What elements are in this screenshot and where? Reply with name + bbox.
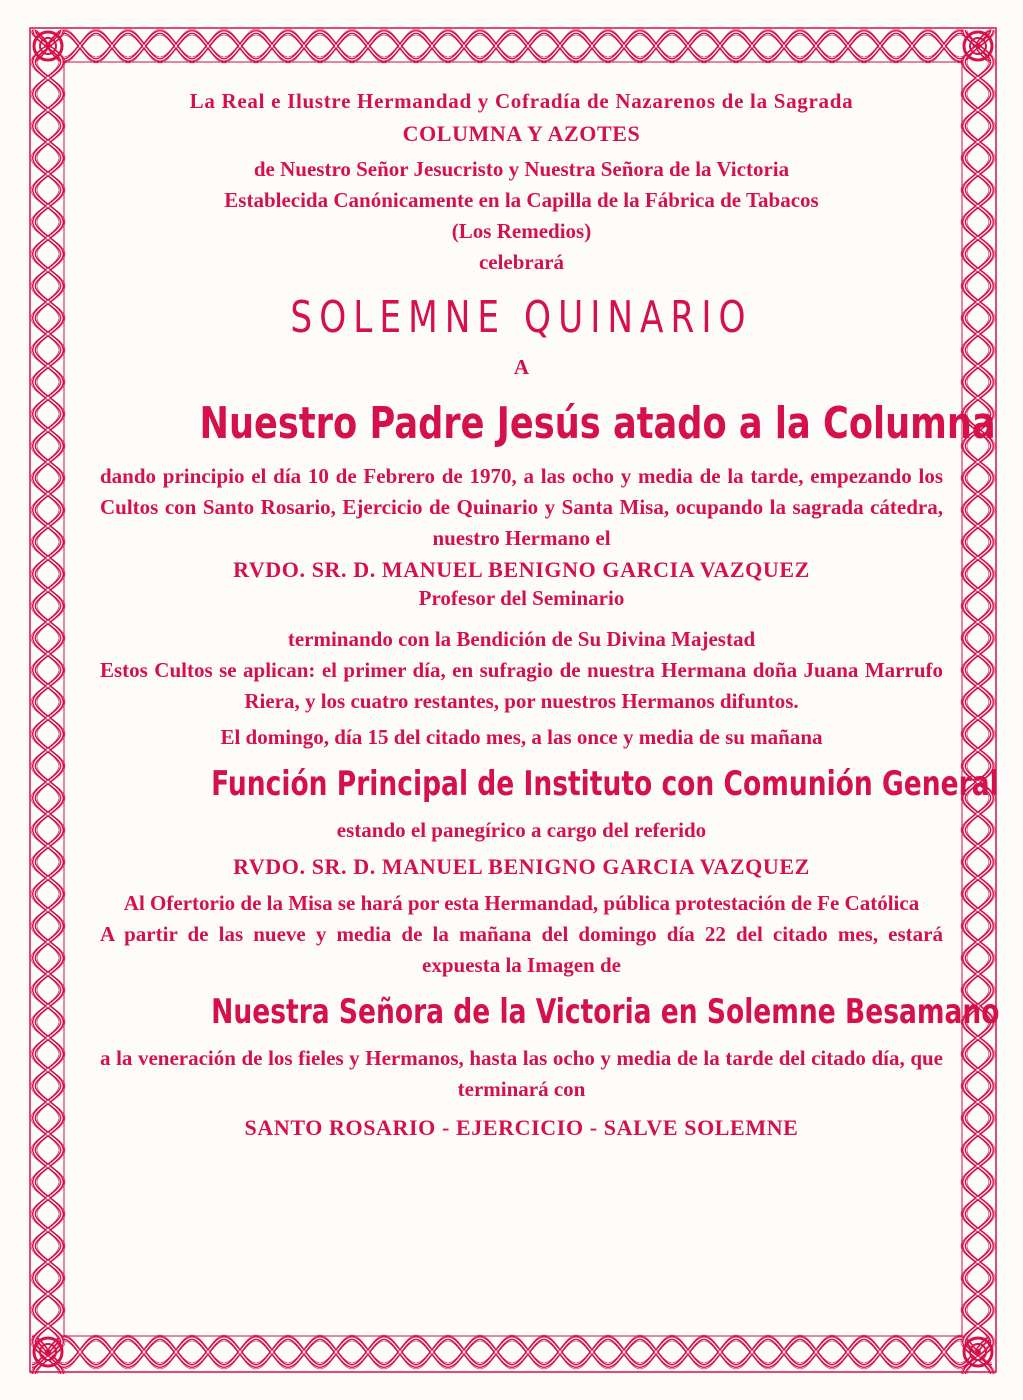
intro-line-4: Establecida Canónicamente en la Capilla de la Fábrica de Tabacos — [224, 188, 819, 212]
priest-name-1: RVDO. SR. D. MANUEL BENIGNO GARCIA VAZQUEZ — [233, 557, 810, 582]
intro-line-5: (Los Remedios) — [451, 219, 592, 243]
bendicion-line: terminando con la Bendición de Su Divina Majestad — [287, 627, 756, 651]
paragraph-quinario: dando principio el día 10 de Febrero de 1970, a las ocho y media de la tarde, empezando los Cultos con Santo Rosario, Ejercicio de Quinario y Santa Misa, ocupando la sagrada cátedra, nuestro Hermano el — [100, 464, 943, 550]
page-title: SOLEMNE QUINARIO — [290, 292, 753, 343]
intro-line-6: celebrará — [478, 250, 565, 274]
headline-besamano: Nuestra Señora de la Victoria en Solemne Besamano — [211, 992, 1000, 1032]
priest-name-2: RVDO. SR. D. MANUEL BENIGNO GARCIA VAZQUEZ — [233, 854, 810, 879]
intro-line-3: de Nuestro Señor Jesucristo y Nuestra Señora de la Victoria — [253, 157, 790, 181]
panegirico-line: estando el panegírico a cargo del referido — [336, 818, 707, 842]
paragraph-veneracion: a la veneración de los fieles y Hermanos, hasta las ocho y media de la tarde del citado día, que terminará con — [100, 1046, 943, 1101]
headline-jesus: Nuestro Padre Jesús atado a la Columna — [199, 398, 996, 449]
paragraph-ofertorio: Al Ofertorio de la Misa se hará por esta Hermandad, pública protestación de Fe Católica — [123, 891, 920, 915]
poster-text — [100, 86, 1000, 1141]
intro-line-2: COLUMNA Y AZOTES — [402, 121, 641, 146]
closing-line: SANTO ROSARIO - EJERCICIO - SALVE SOLEMNE — [244, 1115, 799, 1140]
intro-line-1: La Real e Ilustre Hermandad y Cofradía de Nazarenos de la Sagrada — [189, 89, 854, 113]
paragraph-besamano: A partir de las nueve y media de la mañana del domingo día 22 del citado mes, estará expuesta la Imagen de — [100, 922, 943, 977]
headline-funcion: Función Principal de Instituto con Comunión General — [211, 764, 999, 804]
priest-title: Profesor del Seminario — [418, 586, 625, 610]
paragraph-sufragio: Estos Cultos se aplican: el primer día, en sufragio de nuestra Hermana doña Juana Marrufo Riera, y los cuatro restantes, por nuestros Hermanos difuntos. — [100, 658, 943, 713]
title-connector: A — [513, 355, 530, 379]
domingo-line: El domingo, día 15 del citado mes, a las once y media de su mañana — [220, 725, 823, 749]
